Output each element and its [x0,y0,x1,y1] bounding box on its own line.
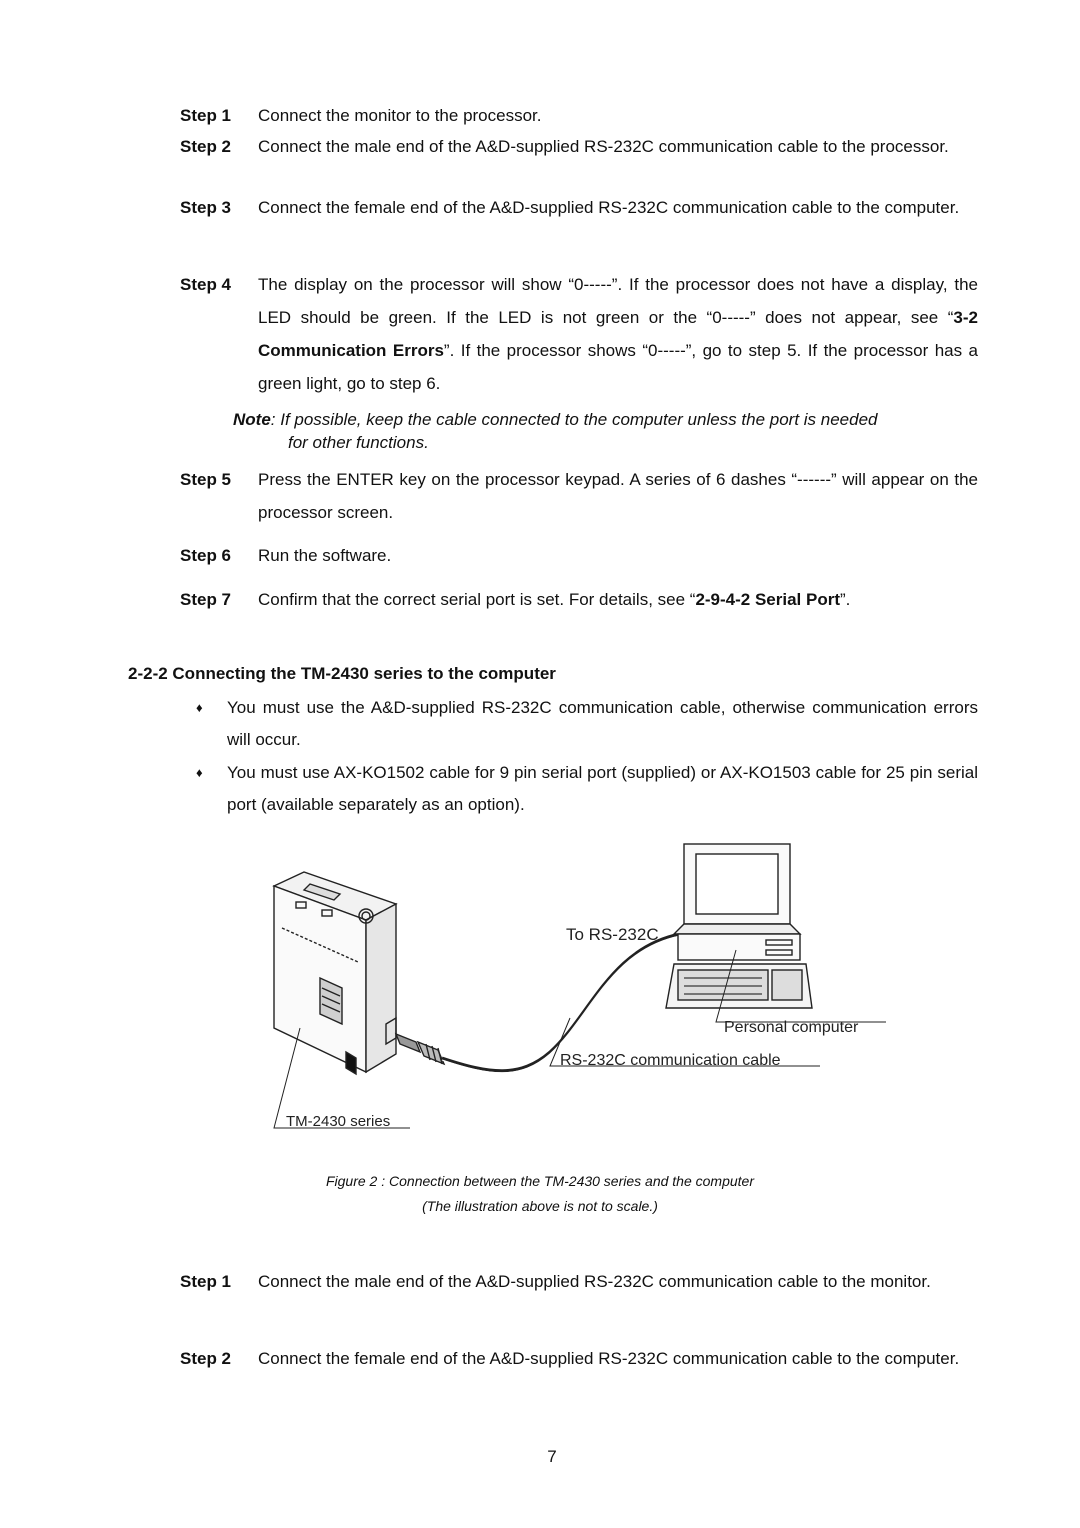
step-text: Press the ENTER key on the processor keypad. A series of 6 dashes “------” will appear on the processor screen. [258,470,978,522]
bullet-item [196,757,978,821]
note-text: : If possible, keep the cable connected to the computer unless the port is needed [270,410,878,429]
cross-reference-link: 2-9-4-2 Serial Port [695,590,840,609]
personal-computer-icon [666,844,812,1008]
tm-2430-device-icon [274,872,396,1074]
step-2-bottom [180,1342,978,1375]
step-number: Step 7 [180,590,232,609]
page-number: 7 [547,1447,557,1466]
step-text: Connect the monitor to the processor. [258,106,542,125]
cable-connector-icon [396,1034,444,1064]
label-rs232c-cable: RS-232C communication cable [560,1052,781,1069]
label-personal-computer: Personal computer [724,1019,859,1036]
step-number: Step 2 [180,1349,232,1368]
bullet-text: You must use the A&D-supplied RS-232C communication cable, otherwise communication errors will occur. [227,698,978,749]
step-text: The display on the processor will show “0-----”. If the processor does not have a display, the LED should be green. If the LED is not green or the “0-----” does not appear, see “3-2 Communication Errors”. If the processor shows “0-----”, go to step 5. If the processor has a green light, go to step 6. [258,275,978,393]
label-to-rs232c: To RS-232C [566,925,659,944]
section-heading: 2-2-2 Connecting the TM-2430 series to the computer [128,664,556,683]
note-label: Note [233,410,271,429]
figure-subcaption: (The illustration above is not to scale.) [422,1198,658,1214]
label-tm2430-series: TM-2430 series [286,1113,391,1130]
diamond-bullet-icon: ♦ [196,765,203,780]
step-text: Run the software. [258,546,392,565]
step-1-bottom [180,1265,978,1298]
step-text: Confirm that the correct serial port is set. For details, see “2-9-4-2 Serial Port”. [258,590,851,609]
step-number: Step 3 [180,198,232,217]
step-number: Step 2 [180,137,232,156]
step-6 [180,539,978,572]
note [233,408,978,454]
step-text: Connect the male end of the A&D-supplied RS-232C communication cable to the processor. [258,137,949,156]
bullet-item [196,692,978,756]
step-number: Step 1 [180,1272,232,1291]
step-number: Step 1 [180,106,232,125]
diamond-bullet-icon: ♦ [196,700,203,715]
step-3 [180,191,978,224]
step-text: Connect the female end of the A&D-supplied RS-232C communication cable to the computer. [258,1349,960,1368]
bullet-text: You must use AX-KO1502 cable for 9 pin serial port (supplied) or AX-KO1503 cable for 25 pin serial port (available separately as an option). [227,763,978,814]
step-1 [180,104,978,127]
step-7 [180,583,978,616]
step-2 [180,135,978,158]
note-text-continued: for other functions. [288,433,429,452]
step-number: Step 5 [180,470,232,489]
step-text: Connect the female end of the A&D-supplied RS-232C communication cable to the computer. [258,198,960,217]
step-5 [180,463,978,529]
figure-caption: Figure 2 : Connection between the TM-2430 series and the computer [325,1173,755,1189]
cross-reference-link: 3-2 Communication Errors [258,308,978,360]
step-4 [180,268,978,400]
connection-illustration [260,838,900,1138]
step-number: Step 4 [180,275,232,294]
step-number: Step 6 [180,546,232,565]
step-text: Connect the male end of the A&D-supplied RS-232C communication cable to the monitor. [258,1272,931,1291]
